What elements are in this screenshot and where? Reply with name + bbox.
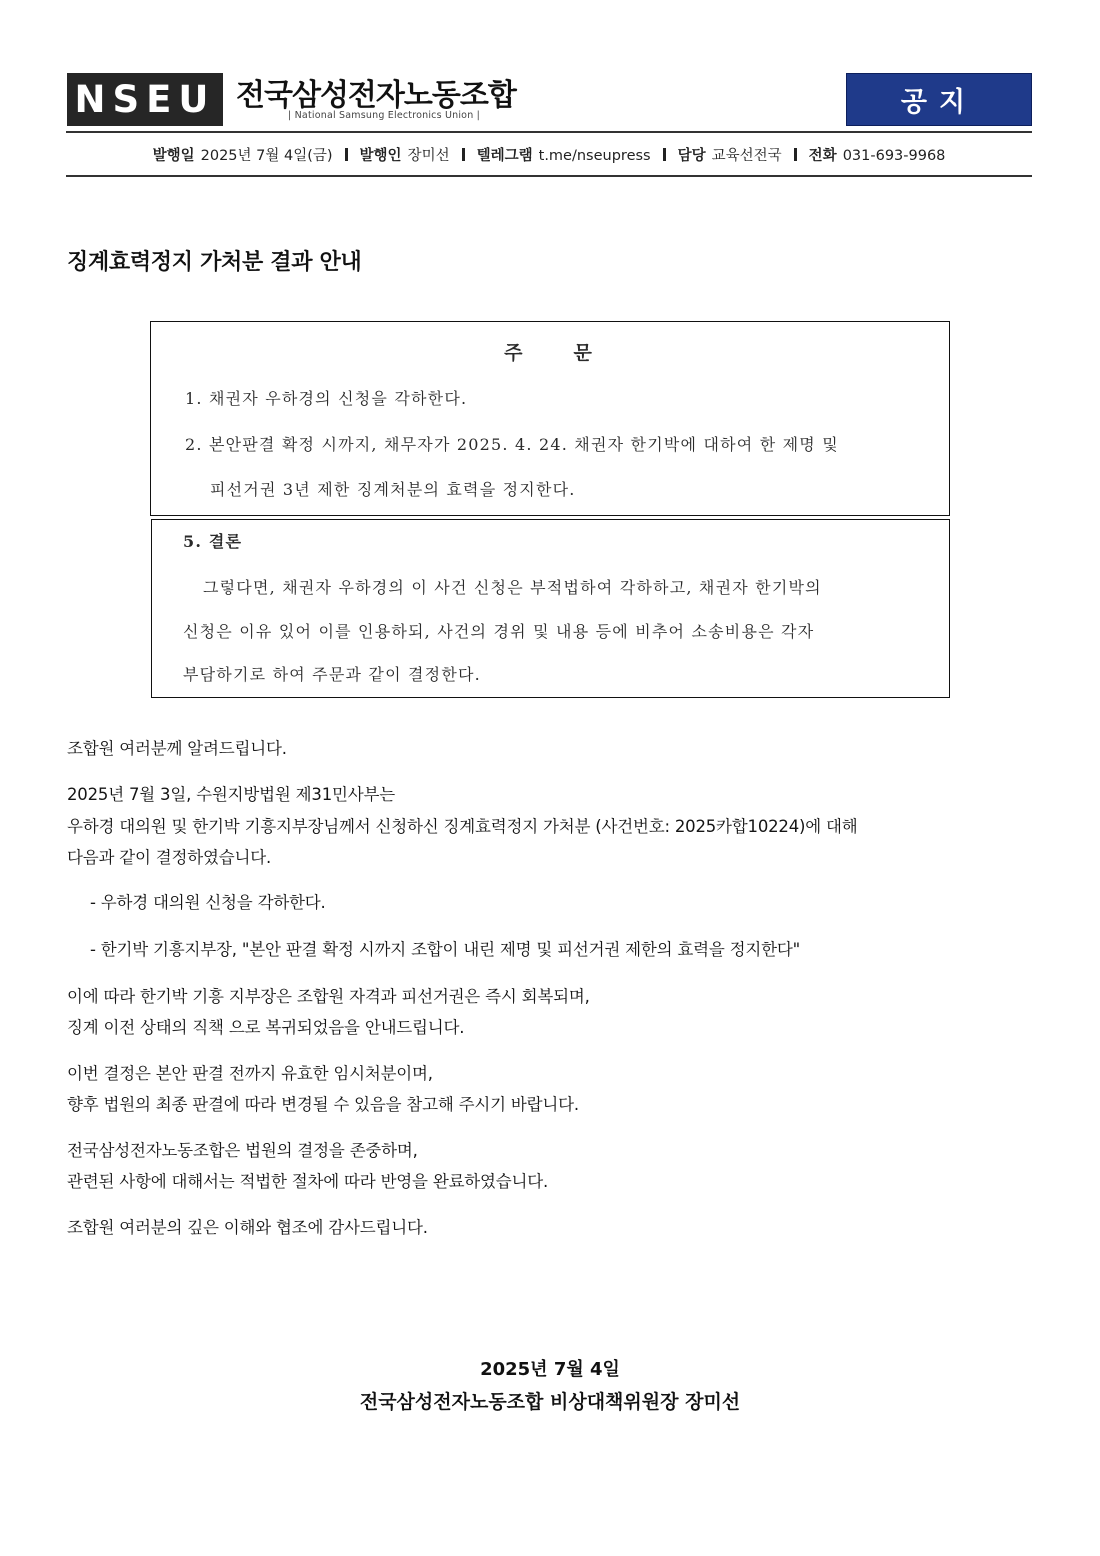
- paragraph-1-line-3: 다음과 같이 결정하였습니다.: [67, 848, 272, 867]
- order-line-3: 피선거권 3년 제한 징계처분의 효력을 정지한다.: [210, 480, 576, 499]
- paragraph-4-line-2: 관련된 사항에 대해서는 적법한 절차에 따라 반영을 완료하였습니다.: [67, 1172, 549, 1191]
- info-separator: [345, 148, 348, 161]
- closing-signature: 전국삼성전자노동조합 비상대책위원장 장미선: [359, 1391, 741, 1413]
- nseu-logo: NSEU: [67, 73, 223, 126]
- info-separator: [663, 148, 666, 161]
- org-name: 전국삼성전자노동조합: [236, 78, 516, 113]
- header-rule-bottom: [66, 175, 1032, 177]
- info-phone: 전화 031-693-9968: [808, 147, 946, 164]
- court-order-box: [150, 321, 950, 516]
- court-conclusion-box: [151, 519, 950, 698]
- paragraph-2-line-2: 징계 이전 상태의 직책 으로 복귀되었음을 안내드립니다.: [67, 1018, 465, 1037]
- order-line-2: 2. 본안판결 확정 시까지, 채무자가 2025. 4. 24. 채권자 한기박에 대하여 한 제명 및: [185, 435, 839, 454]
- org-english-name: | National Samsung Electronics Union |: [288, 110, 481, 121]
- conclusion-heading: 5. 결론: [183, 532, 243, 551]
- paragraph-1-line-2: 우하경 대의원 및 한기박 기흥지부장님께서 신청하신 징계효력정지 가처분 (사건번호: 2025카합10224)에 대해: [67, 817, 858, 836]
- publication-info-bar: [66, 143, 1032, 165]
- closing-date: 2025년 7월 4일: [480, 1359, 620, 1380]
- info-telegram: 텔레그램 t.me/nseupress: [476, 147, 651, 164]
- info-separator: [794, 148, 797, 161]
- info-date: 발행일 2025년 7월 4일(금): [152, 147, 333, 164]
- order-heading: 주 문: [504, 342, 595, 364]
- header-rule-top: [66, 131, 1032, 133]
- info-department: 담당 교육선전국: [677, 147, 782, 164]
- info-separator: [462, 148, 465, 161]
- paragraph-3-line-2: 향후 법원의 최종 판결에 따라 변경될 수 있음을 참고해 주시기 바랍니다.: [67, 1095, 579, 1114]
- greeting: 조합원 여러분께 알려드립니다.: [67, 739, 287, 758]
- conclusion-line-1: 그렇다면, 채권자 우하경의 이 사건 신청은 부적법하여 각하하고, 채권자 한기박의: [203, 578, 822, 597]
- paragraph-2-line-1: 이에 따라 한기박 기흥 지부장은 조합원 자격과 피선거권은 즉시 회복되며,: [67, 987, 590, 1006]
- paragraph-1-line-1: 2025년 7월 3일, 수원지방법원 제31민사부는: [67, 785, 395, 804]
- thanks: 조합원 여러분의 깊은 이해와 협조에 감사드립니다.: [67, 1218, 428, 1237]
- notice-badge: 공지: [846, 73, 1032, 126]
- conclusion-line-2: 신청은 이유 있어 이를 인용하되, 사건의 경위 및 내용 등에 비추어 소송비용은 각자: [183, 622, 815, 641]
- bullet-item-2: - 한기박 기흥지부장, "본안 판결 확정 시까지 조합이 내린 제명 및 피선거권 제한의 효력을 정지한다": [90, 940, 801, 959]
- document-title: 징계효력정지 가처분 결과 안내: [67, 250, 362, 275]
- paragraph-3-line-1: 이번 결정은 본안 판결 전까지 유효한 임시처분이며,: [67, 1064, 433, 1083]
- conclusion-line-3: 부담하기로 하여 주문과 같이 결정한다.: [183, 665, 481, 684]
- bullet-item-1: - 우하경 대의원 신청을 각하한다.: [90, 893, 326, 912]
- paragraph-4-line-1: 전국삼성전자노동조합은 법원의 결정을 존중하며,: [67, 1141, 418, 1160]
- info-publisher: 발행인 장미선: [359, 147, 450, 164]
- order-line-1: 1. 채권자 우하경의 신청을 각하한다.: [185, 389, 468, 408]
